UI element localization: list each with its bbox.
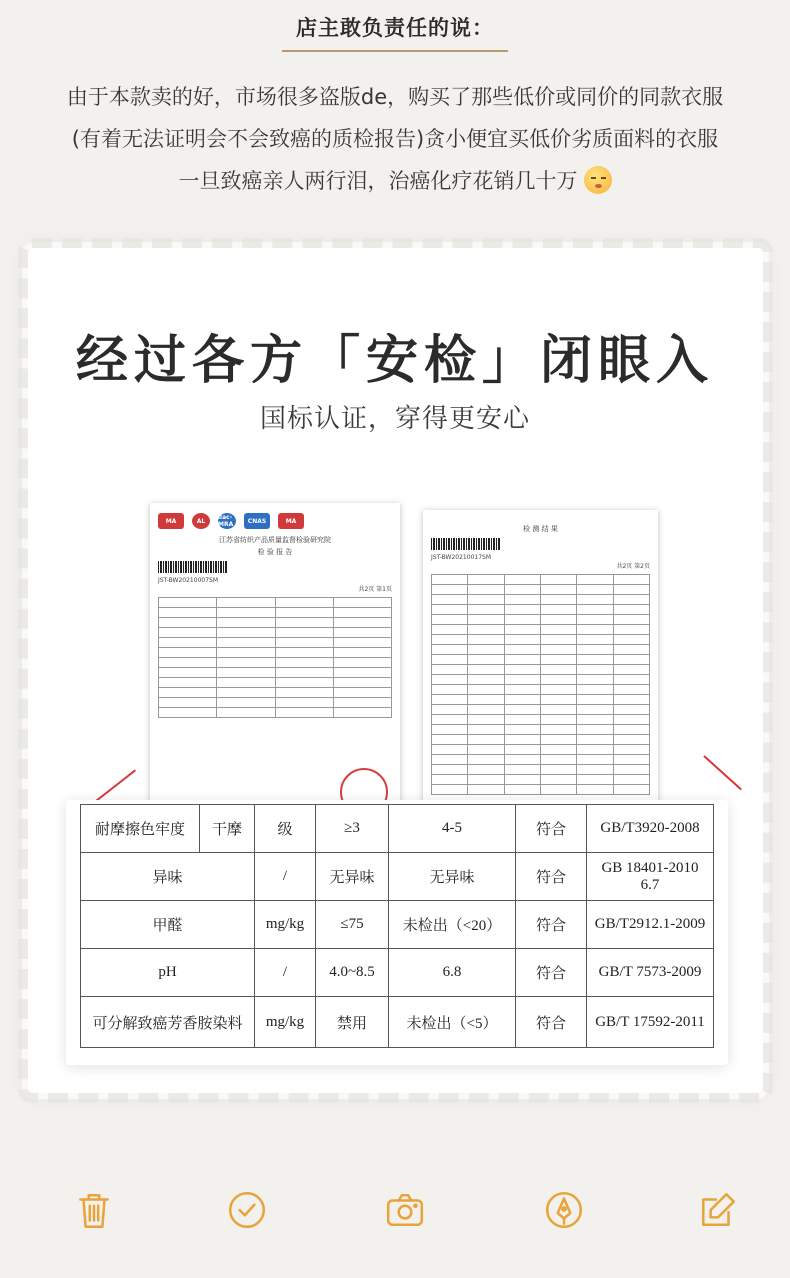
table-cell: 符合 <box>516 949 587 997</box>
table-cell: 异味 <box>81 853 255 901</box>
red-stamp-icon <box>340 768 388 803</box>
table-cell: 未检出（<5） <box>389 997 516 1048</box>
table-cell: 符合 <box>516 901 587 949</box>
trash-icon[interactable] <box>70 1186 118 1234</box>
table-cell: 无异味 <box>389 853 516 901</box>
table-cell: 禁用 <box>316 997 389 1048</box>
table-cell: 耐摩擦色牢度 <box>81 805 200 853</box>
certification-logos <box>150 503 400 533</box>
table-cell: 符合 <box>516 805 587 853</box>
results-detail-table <box>431 574 650 795</box>
results-table <box>80 804 714 1048</box>
check-circle-icon[interactable] <box>223 1186 271 1234</box>
cma-logo-2-icon: MA <box>278 513 304 529</box>
table-cell: 甲醛 <box>81 901 255 949</box>
statement <box>0 76 790 202</box>
table-row <box>81 949 714 997</box>
sad-face-emoji-icon <box>584 166 612 194</box>
table-cell: 无异味 <box>316 853 389 901</box>
table-row <box>81 805 714 853</box>
table-cell: GB/T 17592-2011 <box>587 997 714 1048</box>
statement-line-3 <box>0 160 790 202</box>
pen-nib-icon[interactable] <box>540 1186 588 1234</box>
report-code: JST-BW20210007SM <box>158 577 219 584</box>
table-cell: / <box>255 853 316 901</box>
report-org: 江苏省纺织产品质量监督检验研究院 <box>219 536 331 544</box>
cal-logo-icon: AL <box>192 513 210 529</box>
table-cell: 符合 <box>516 853 587 901</box>
results-doc-title: 检 测 结 果 <box>523 525 558 533</box>
table-cell: 符合 <box>516 997 587 1048</box>
statement-line-3-text: 一旦致癌亲人两行泪，治癌化疗花销几十万 <box>178 169 578 193</box>
statement-line-1: 由于本款卖的好，市场很多盗版de，购买了那些低价或同价的同款衣服 <box>66 85 724 109</box>
table-cell: pH <box>81 949 255 997</box>
table-row <box>81 997 714 1048</box>
table-cell: ≥3 <box>316 805 389 853</box>
inspection-report-page-1 <box>150 503 400 803</box>
camera-icon[interactable] <box>381 1186 429 1234</box>
table-cell: GB 18401-2010 6.7 <box>587 853 714 901</box>
report-title: 检 验 报 告 <box>257 548 293 556</box>
table-cell: 干摩 <box>200 805 255 853</box>
barcode-icon <box>158 561 228 573</box>
table-cell: / <box>255 949 316 997</box>
results-doc-code: JST-BW20210017SM <box>431 554 492 561</box>
statement-line-2: (有着无法证明会不会致癌的质检报告)贪小便宜买低价劣质面料的衣服 <box>71 127 719 151</box>
report-page: 共2页 第1页 <box>358 586 392 593</box>
table-cell: GB/T2912.1-2009 <box>587 901 714 949</box>
table-cell: 4.0~8.5 <box>316 949 389 997</box>
page-title: 店主敢负责任的说： <box>282 8 508 52</box>
table-cell: 6.8 <box>389 949 516 997</box>
table-cell: mg/kg <box>255 997 316 1048</box>
header <box>0 8 790 52</box>
cma-logo-icon: MA <box>158 513 184 529</box>
table-cell: mg/kg <box>255 901 316 949</box>
ilac-logo-icon: ilac-MRA <box>218 513 236 529</box>
report-detail-table <box>158 597 392 718</box>
table-row <box>81 901 714 949</box>
table-cell: 级 <box>255 805 316 853</box>
results-card <box>66 800 728 1065</box>
inspection-report-page-2 <box>423 510 658 805</box>
edit-icon[interactable] <box>694 1186 742 1234</box>
table-row <box>81 853 714 901</box>
table-cell: 4-5 <box>389 805 516 853</box>
table-cell: GB/T 7573-2009 <box>587 949 714 997</box>
hero-subtitle: 国标认证，穿得更安心 <box>259 404 530 434</box>
bottom-toolbar <box>0 1186 790 1238</box>
results-doc-page: 共2页 第2页 <box>616 563 650 570</box>
table-cell: 可分解致癌芳香胺染料 <box>81 997 255 1048</box>
table-cell: 未检出（<20） <box>389 901 516 949</box>
cnas-logo-icon: CNAS <box>244 513 270 529</box>
hero-title: 经过各方「安检」闭眼入 <box>75 330 714 391</box>
barcode-2-icon <box>431 538 501 550</box>
table-cell: ≤75 <box>316 901 389 949</box>
table-cell: GB/T3920-2008 <box>587 805 714 853</box>
